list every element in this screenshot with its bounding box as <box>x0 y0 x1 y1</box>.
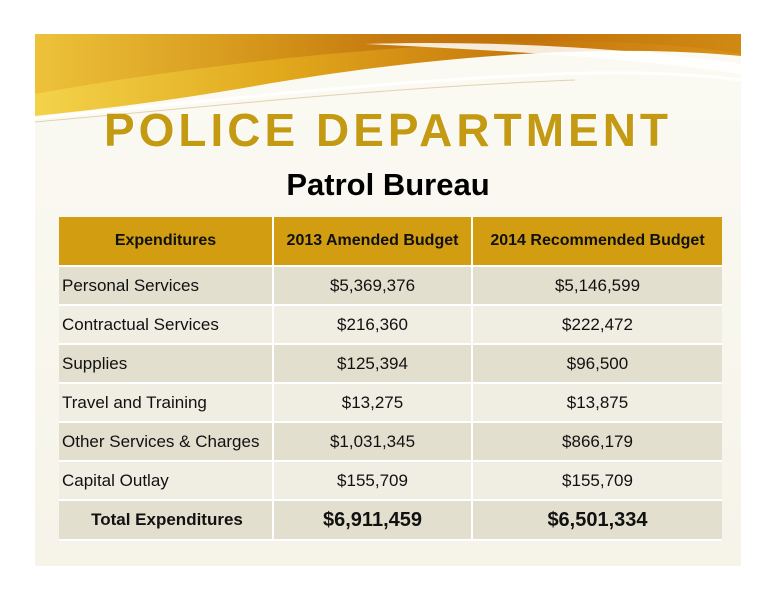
row-label: Other Services & Charges <box>59 422 273 461</box>
row-2013-value: $5,369,376 <box>273 266 472 305</box>
total-2013-value: $6,911,459 <box>273 500 472 540</box>
row-2013-value: $1,031,345 <box>273 422 472 461</box>
total-2014-value: $6,501,334 <box>472 500 722 540</box>
row-2014-value: $13,875 <box>472 383 722 422</box>
row-2013-value: $13,275 <box>273 383 472 422</box>
table-row <box>59 383 722 422</box>
row-2014-value: $222,472 <box>472 305 722 344</box>
table-row <box>59 422 722 461</box>
header-2013-amended-budget: 2013 Amended Budget <box>273 217 472 266</box>
row-label: Personal Services <box>59 266 273 305</box>
table-row <box>59 344 722 383</box>
total-row <box>59 500 722 540</box>
header-expenditures: Expenditures <box>59 217 273 266</box>
page-subtitle: Patrol Bureau <box>286 167 490 202</box>
row-2014-value: $96,500 <box>472 344 722 383</box>
budget-table <box>59 217 722 541</box>
header-2014-recommended-budget: 2014 Recommended Budget <box>472 217 722 266</box>
table-row <box>59 266 722 305</box>
row-label: Contractual Services <box>59 305 273 344</box>
total-label: Total Expenditures <box>59 500 273 540</box>
row-2013-value: $155,709 <box>273 461 472 500</box>
row-label: Capital Outlay <box>59 461 273 500</box>
table-row <box>59 305 722 344</box>
row-2014-value: $866,179 <box>472 422 722 461</box>
row-2013-value: $216,360 <box>273 305 472 344</box>
page-title: POLICE DEPARTMENT <box>103 104 673 156</box>
row-2013-value: $125,394 <box>273 344 472 383</box>
table-header-row <box>59 217 722 266</box>
row-label: Supplies <box>59 344 273 383</box>
slide <box>35 34 741 566</box>
row-label: Travel and Training <box>59 383 273 422</box>
row-2014-value: $155,709 <box>472 461 722 500</box>
row-2014-value: $5,146,599 <box>472 266 722 305</box>
table-row <box>59 461 722 500</box>
